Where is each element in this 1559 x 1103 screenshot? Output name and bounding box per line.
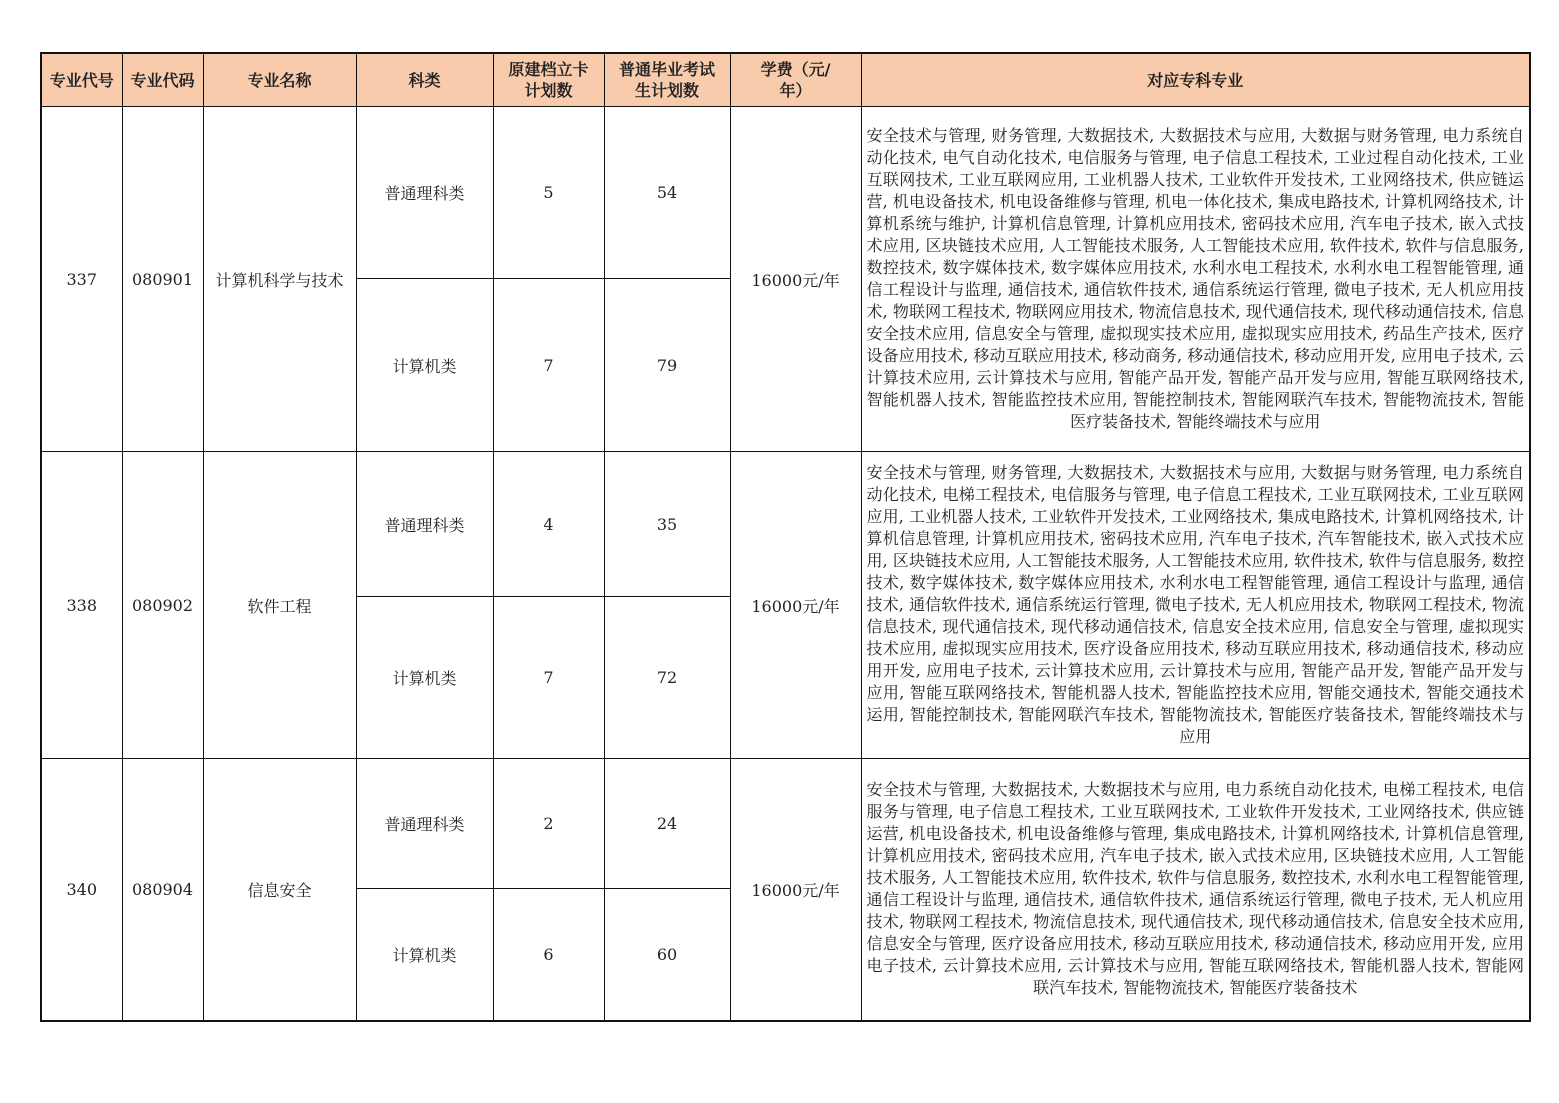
header-general-plan-text: 普通毕业考试生计划数 — [619, 60, 716, 100]
header-major-name: 专业名称 — [203, 53, 356, 107]
category-cell: 计算机类 — [356, 889, 493, 1021]
general-plan-cell: 60 — [604, 889, 730, 1021]
orig-plan-cell: 2 — [493, 759, 604, 889]
header-row — [41, 53, 1530, 107]
major-name-cell: 计算机科学与技术 — [203, 107, 356, 452]
header-tuition-text: 学费（元/年） — [760, 60, 831, 100]
general-plan-cell: 35 — [604, 452, 730, 597]
header-tuition — [730, 53, 861, 107]
table-row — [41, 452, 1530, 597]
orig-plan-cell: 5 — [493, 107, 604, 279]
related-majors-cell: 安全技术与管理, 财务管理, 大数据技术, 大数据技术与应用, 大数据与财务管理, 电力系统自动化技术, 电气自动化技术, 电信服务与管理, 电子信息工程技术, 工业过程自动化技术, 工业互联网技术, 工业互联网应用, 工业机器人技术, 工业软件开发技术, 工业网络技术, 供应链运营, 机电设备技术, 机电设备维修与管理, 机电一体化技术, 集成电路技术, 计算机网络技术, 计算机系统与维护, 计算机信息管理, 计算机应用技术, 密码技术应用, 汽车电子技术, 嵌入式技术应用, 区块链技术应用, 人工智能技术服务, 人工智能技术应用, 软件技术, 软件与信息服务, 数控技术, 数字媒体技术, 数字媒体应用技术, 水利水电工程技术, 水利水电工程智能管理, 通信工程设计与监理, 通信技术, 通信软件技术, 通信系统运行管理, 微电子技术, 无人机应用技术, 物联网工程技术, 物联网应用技术, 物流信息技术, 现代通信技术, 现代移动通信技术, 信息安全技术应用, 信息安全与管理, 虚拟现实技术应用, 虚拟现实应用技术, 药品生产技术, 医疗设备应用技术, 移动互联应用技术, 移动商务, 移动通信技术, 移动应用开发, 应用电子技术, 云计算技术应用, 云计算技术与应用, 智能产品开发, 智能产品开发与应用, 智能互联网络技术, 智能机器人技术, 智能监控技术应用, 智能控制技术, 智能网联汽车技术, 智能物流技术, 智能医疗装备技术, 智能终端技术与应用 — [861, 107, 1530, 452]
table-row — [41, 759, 1530, 889]
header-major-code: 专业代码 — [122, 53, 203, 107]
related-majors-cell: 安全技术与管理, 财务管理, 大数据技术, 大数据技术与应用, 大数据与财务管理, 电力系统自动化技术, 电梯工程技术, 电信服务与管理, 电子信息工程技术, 工业互联网技术, 工业互联网应用, 工业机器人技术, 工业软件开发技术, 工业网络技术, 集成电路技术, 计算机网络技术, 计算机信息管理, 计算机应用技术, 密码技术应用, 汽车电子技术, 汽车智能技术, 嵌入式技术应用, 区块链技术应用, 人工智能技术服务, 人工智能技术应用, 软件技术, 软件与信息服务, 数控技术, 数字媒体技术, 数字媒体应用技术, 水利水电工程智能管理, 通信工程设计与监理, 通信技术, 通信软件技术, 通信系统运行管理, 微电子技术, 无人机应用技术, 物联网工程技术, 物流信息技术, 现代通信技术, 现代移动通信技术, 信息安全技术应用, 信息安全与管理, 虚拟现实技术应用, 虚拟现实应用技术, 医疗设备应用技术, 移动互联应用技术, 移动通信技术, 移动应用开发, 应用电子技术, 云计算技术应用, 云计算技术与应用, 智能产品开发, 智能产品开发与应用, 智能互联网络技术, 智能机器人技术, 智能监控技术应用, 智能交通技术, 智能交通技术运用, 智能控制技术, 智能网联汽车技术, 智能物流技术, 智能医疗装备技术, 智能终端技术与应用 — [861, 452, 1530, 759]
code-no-cell: 340 — [41, 759, 122, 1021]
major-name-cell: 软件工程 — [203, 452, 356, 759]
category-cell: 普通理科类 — [356, 452, 493, 597]
general-plan-cell: 72 — [604, 597, 730, 759]
orig-plan-cell: 7 — [493, 597, 604, 759]
orig-plan-cell: 7 — [493, 279, 604, 452]
major-code-cell: 080902 — [122, 452, 203, 759]
category-cell: 普通理科类 — [356, 759, 493, 889]
tuition-cell: 16000元/年 — [730, 107, 861, 452]
header-related: 对应专科专业 — [861, 53, 1530, 107]
category-cell: 计算机类 — [356, 597, 493, 759]
general-plan-cell: 24 — [604, 759, 730, 889]
related-majors-cell: 安全技术与管理, 大数据技术, 大数据技术与应用, 电力系统自动化技术, 电梯工程技术, 电信服务与管理, 电子信息工程技术, 工业互联网技术, 工业软件开发技术, 工业网络技术, 供应链运营, 机电设备技术, 机电设备维修与管理, 集成电路技术, 计算机网络技术, 计算机信息管理, 计算机应用技术, 密码技术应用, 汽车电子技术, 嵌入式技术应用, 区块链技术应用, 人工智能技术服务, 人工智能技术应用, 软件技术, 软件与信息服务, 数控技术, 水利水电工程智能管理, 通信工程设计与监理, 通信技术, 通信软件技术, 通信系统运行管理, 微电子技术, 无人机应用技术, 物联网工程技术, 物流信息技术, 现代通信技术, 现代移动通信技术, 信息安全技术应用, 信息安全与管理, 医疗设备应用技术, 移动互联应用技术, 移动通信技术, 移动应用开发, 应用电子技术, 云计算技术应用, 云计算技术与应用, 智能互联网络技术, 智能机器人技术, 智能网联汽车技术, 智能物流技术, 智能医疗装备技术 — [861, 759, 1530, 1021]
major-name-cell: 信息安全 — [203, 759, 356, 1021]
header-general-plan — [604, 53, 730, 107]
major-code-cell: 080901 — [122, 107, 203, 452]
category-cell: 计算机类 — [356, 279, 493, 452]
tuition-cell: 16000元/年 — [730, 452, 861, 759]
orig-plan-cell: 4 — [493, 452, 604, 597]
tuition-cell: 16000元/年 — [730, 759, 861, 1021]
header-code-no: 专业代号 — [41, 53, 122, 107]
enrollment-plan-table — [40, 52, 1531, 1022]
general-plan-cell: 79 — [604, 279, 730, 452]
category-cell: 普通理科类 — [356, 107, 493, 279]
header-category: 科类 — [356, 53, 493, 107]
general-plan-cell: 54 — [604, 107, 730, 279]
code-no-cell: 337 — [41, 107, 122, 452]
header-orig-plan-text: 原建档立卡计划数 — [508, 60, 589, 100]
code-no-cell: 338 — [41, 452, 122, 759]
table-row — [41, 107, 1530, 279]
major-code-cell: 080904 — [122, 759, 203, 1021]
header-orig-plan — [493, 53, 604, 107]
orig-plan-cell: 6 — [493, 889, 604, 1021]
